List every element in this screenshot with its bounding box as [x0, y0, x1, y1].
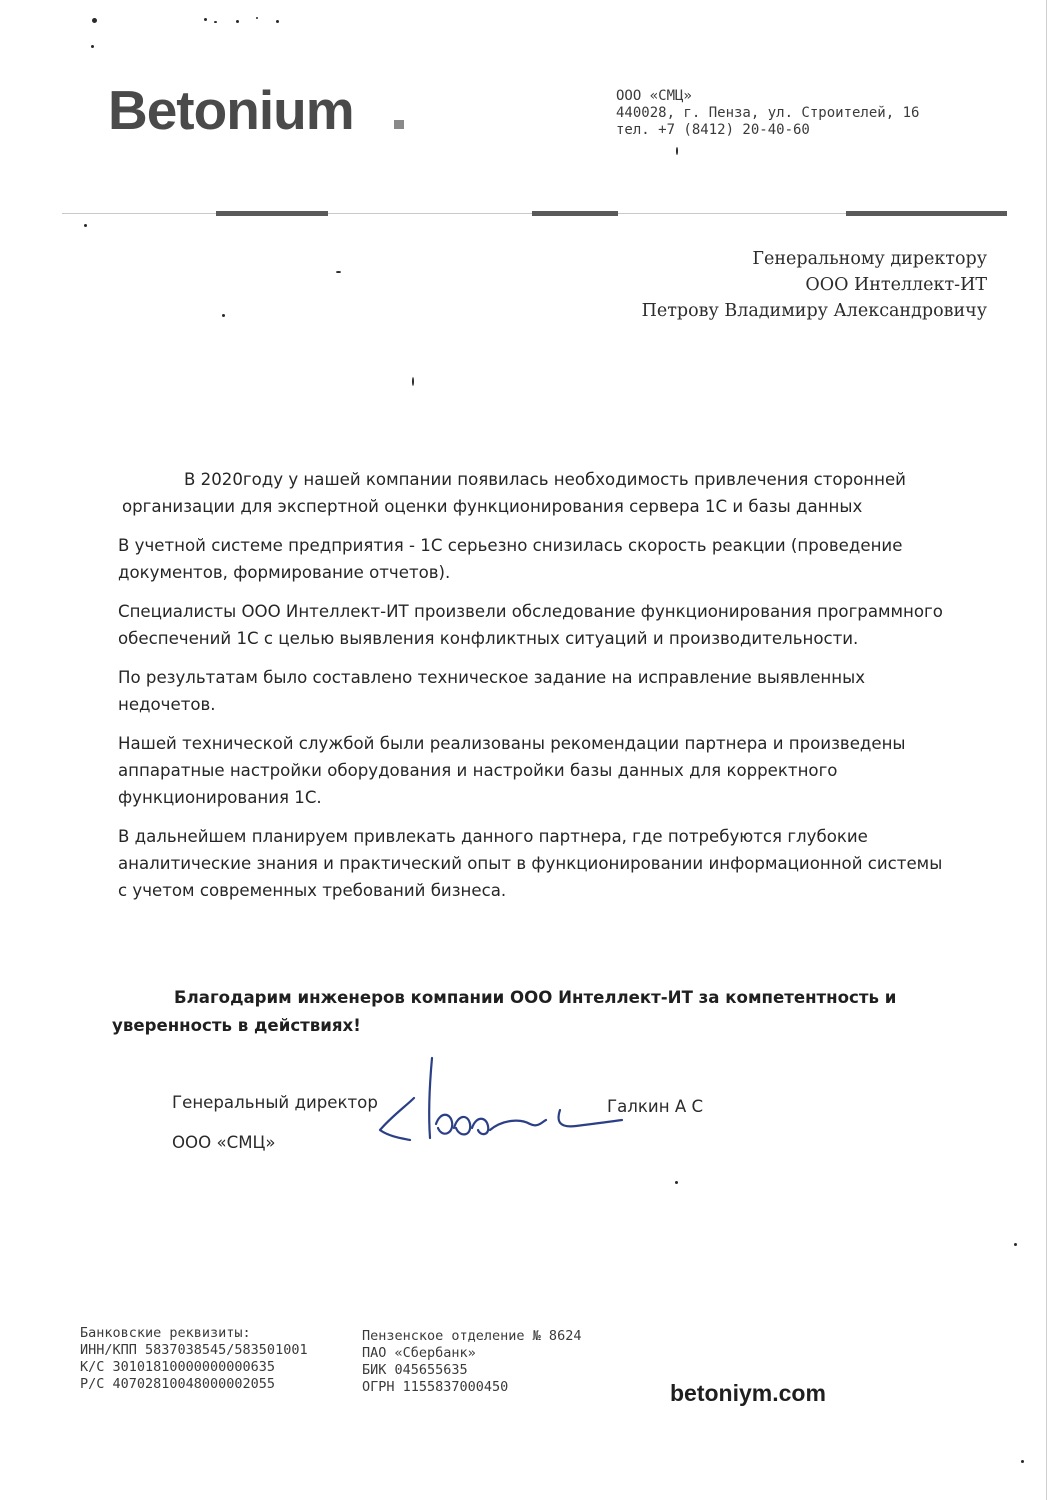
letter-body: [118, 466, 988, 916]
paragraph-line: с учетом современных требований бизнеса.: [118, 881, 507, 900]
signatory-role: Генеральный директор: [172, 1093, 378, 1112]
thanks-statement: [112, 984, 896, 1040]
scan-speck: [1021, 1460, 1024, 1463]
bank-line: БИК 045655635: [362, 1362, 468, 1378]
paragraph: [118, 598, 988, 652]
scan-speck: [676, 147, 678, 155]
paragraph-line: аналитические знания и практический опыт в функционировании информационной системы: [118, 854, 943, 873]
signatory-org: ООО «СМЦ»: [172, 1133, 276, 1152]
paragraph-line: организации для экспертной оценки функционирования сервера 1С и базы данных: [122, 497, 863, 516]
paragraph-line: документов, формирование отчетов).: [118, 563, 451, 582]
bank-line: ПАО «Сбербанк»: [362, 1345, 476, 1361]
bank-details-right: [362, 1328, 581, 1396]
paragraph-line: функционирования 1С.: [118, 788, 322, 807]
bank-line: ОГРН 1155837000450: [362, 1379, 509, 1395]
bank-line: Р/С 40702810048000002055: [80, 1376, 276, 1392]
bank-line: К/С 30101810000000000635: [80, 1359, 276, 1375]
paragraph: [118, 823, 988, 904]
scan-speck: [675, 1181, 678, 1184]
addressee-line: Петрову Владимиру Александровичу: [641, 301, 987, 321]
paragraph: [118, 532, 988, 586]
paragraph: [118, 466, 988, 520]
scan-speck: [91, 45, 94, 48]
divider-segment: [216, 211, 328, 216]
paragraph: [118, 730, 988, 811]
company-name: ООО «СМЦ»: [616, 88, 692, 104]
divider-segment: [532, 211, 618, 216]
company-phone: тел. +7 (8412) 20-40-60: [616, 122, 810, 138]
bank-line: Пензенское отделение № 8624: [362, 1328, 582, 1344]
divider-segment: [846, 211, 1007, 216]
paragraph-line: аппаратные настройки оборудования и настройки базы данных для корректного: [118, 761, 838, 780]
scan-speck: [1014, 1243, 1017, 1246]
paragraph-line: Нашей технической службой были реализованы рекомендации партнера и произведены: [118, 734, 906, 753]
scan-speck: [276, 20, 279, 23]
company-contact-block: [616, 88, 919, 139]
addressee-line: ООО Интеллект-ИТ: [805, 275, 987, 295]
scan-speck: [412, 377, 414, 386]
paragraph-line: По результатам было составлено техническое задание на исправление выявленных: [118, 668, 866, 687]
scan-speck: [256, 17, 258, 19]
addressee-block: [642, 246, 987, 324]
handwritten-signature: [370, 1050, 630, 1160]
scan-speck: [336, 271, 341, 273]
bank-line: Банковские реквизиты:: [80, 1325, 251, 1341]
logo-mark: [394, 120, 404, 129]
scan-edge: [1046, 0, 1047, 1500]
scan-speck: [92, 18, 97, 23]
paragraph-line: обеспечений 1С с целью выявления конфликтных ситуаций и производительности.: [118, 629, 859, 648]
scan-speck: [84, 224, 87, 227]
bank-details-left: [80, 1325, 308, 1393]
scan-speck: [222, 314, 225, 317]
paragraph: [118, 664, 988, 718]
paragraph-line: Специалисты ООО Интеллект-ИТ произвели обследование функционирования программного: [118, 602, 943, 621]
website-link[interactable]: betoniym.com: [670, 1380, 826, 1406]
paragraph-line: В учетной системе предприятия - 1С серьезно снизилась скорость реакции (проведение: [118, 536, 903, 555]
paragraph-line: В дальнейшем планируем привлекать данного партнера, где потребуются глубокие: [118, 827, 868, 846]
addressee-line: Генеральному директору: [752, 249, 987, 269]
thanks-line: Благодарим инженеров компании ООО Интеллект-ИТ за компетентность и: [174, 988, 897, 1007]
signatory-name: Галкин А С: [607, 1097, 704, 1116]
scan-speck: [204, 18, 207, 21]
bank-line: ИНН/КПП 5837038545/583501001: [80, 1342, 308, 1358]
scan-speck: [214, 21, 217, 23]
paragraph-line: В 2020году у нашей компании появилась необходимость привлечения сторонней: [184, 470, 906, 489]
thanks-line: уверенность в действиях!: [112, 1016, 361, 1035]
paragraph-line: недочетов.: [118, 695, 216, 714]
company-address: 440028, г. Пенза, ул. Строителей, 16: [616, 105, 920, 121]
company-logo: Betonium: [108, 79, 354, 141]
scan-speck: [236, 20, 239, 23]
